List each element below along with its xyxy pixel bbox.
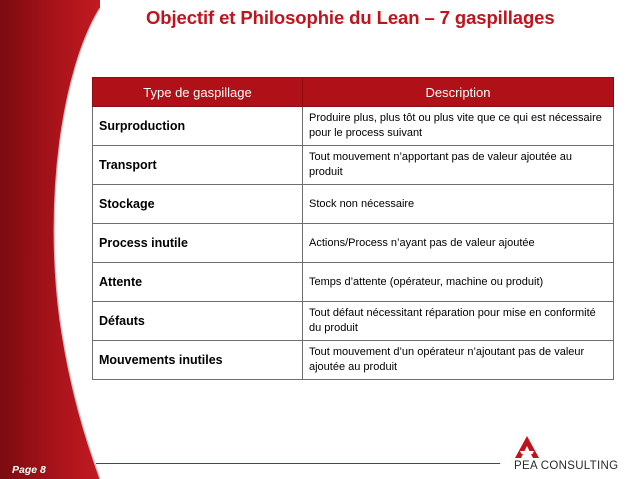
waste-description: Tout mouvement d’un opérateur n’ajoutant pas de valeur ajoutée au produit: [303, 341, 614, 380]
waste-type: Transport: [93, 146, 303, 185]
page-title: Objectif et Philosophie du Lean – 7 gaspillages: [146, 7, 555, 28]
waste-description: Stock non nécessaire: [303, 185, 614, 224]
waste-description: Actions/Process n’ayant pas de valeur ajoutée: [303, 224, 614, 263]
table-row: [93, 224, 614, 263]
footer-divider: [96, 463, 500, 464]
header-description: Description: [303, 78, 614, 107]
table-row: [93, 107, 614, 146]
table-row: [93, 185, 614, 224]
table-row: [93, 341, 614, 380]
waste-description: Tout mouvement n’apportant pas de valeur ajoutée au produit: [303, 146, 614, 185]
waste-type: Stockage: [93, 185, 303, 224]
left-decorative-band: [0, 0, 100, 479]
table-header-row: [93, 78, 614, 107]
waste-type: Attente: [93, 263, 303, 302]
waste-type: Mouvements inutiles: [93, 341, 303, 380]
waste-description: Temps d’attente (opérateur, machine ou produit): [303, 263, 614, 302]
page-number: Page 8: [12, 464, 46, 476]
table-row: [93, 263, 614, 302]
logo-text: PEA CONSULTING: [514, 460, 619, 472]
waste-type: Surproduction: [93, 107, 303, 146]
table-row: [93, 302, 614, 341]
header-type: Type de gaspillage: [93, 78, 303, 107]
waste-type: Process inutile: [93, 224, 303, 263]
waste-type: Défauts: [93, 302, 303, 341]
waste-description: Tout défaut nécessitant réparation pour mise en conformité du produit: [303, 302, 614, 341]
waste-description: Produire plus, plus tôt ou plus vite que ce qui est nécessaire pour le process suivant: [303, 107, 614, 146]
pea-logo-icon: [514, 435, 540, 459]
waste-table: [92, 77, 614, 380]
table-row: [93, 146, 614, 185]
